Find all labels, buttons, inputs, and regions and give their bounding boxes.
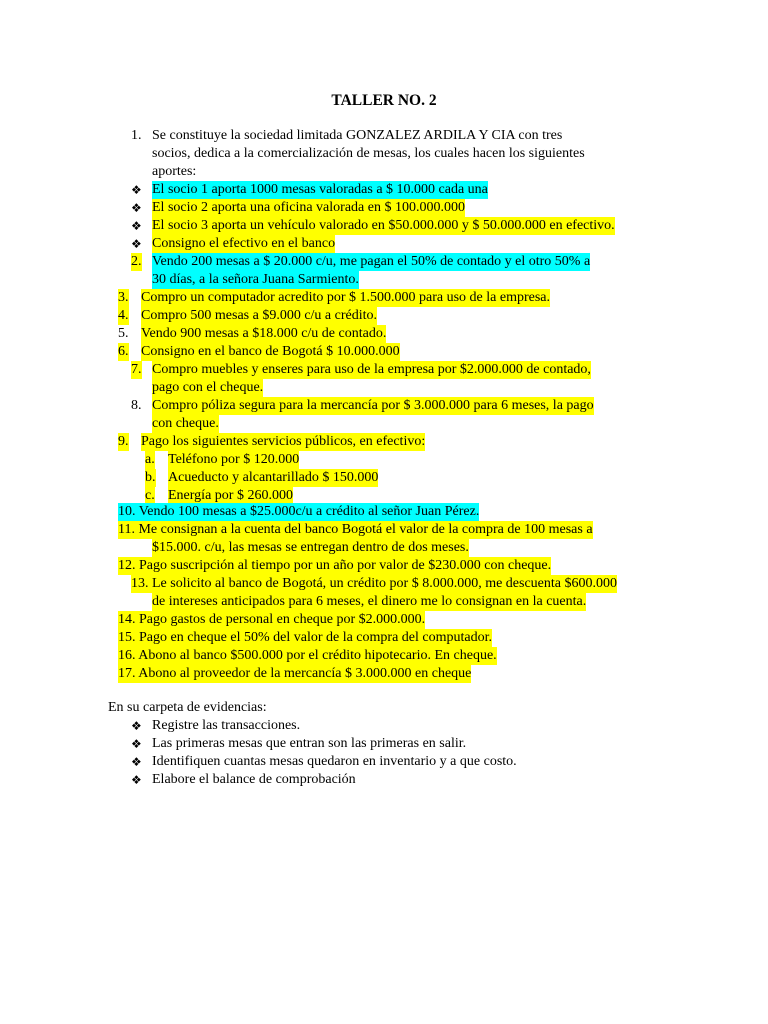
item-8-line-2: con cheque. bbox=[152, 416, 219, 431]
evidencias-intro: En su carpeta de evidencias: bbox=[108, 700, 267, 715]
item-3-text: Compro un computador acredito por $ 1.500.000 para uso de la empresa. bbox=[141, 290, 551, 305]
item-9a-letter: a. bbox=[145, 452, 155, 467]
item-4-number: 4. bbox=[118, 308, 129, 323]
item-13-line-1: 13. Le solicito al banco de Bogotá, un crédito por $ 8.000.000, me descuenta $600.000 bbox=[131, 576, 618, 591]
bullet-consigno: Consigno el efectivo en el banco bbox=[152, 236, 336, 251]
bullet-socio-1: El socio 1 aporta 1000 mesas valoradas a $ 10.000 cada una bbox=[152, 182, 488, 197]
item-9-number: 9. bbox=[118, 434, 129, 449]
item-4-text: Compro 500 mesas a $9.000 c/u a crédito. bbox=[141, 308, 378, 323]
item-7-line-2: pago con el cheque. bbox=[152, 380, 264, 395]
item-7-line-1: Compro muebles y enseres para uso de la empresa por $2.000.000 de contado, bbox=[152, 362, 591, 377]
item-11-line-1: 11. Me consignan a la cuenta del banco Bogotá el valor de la compra de 100 mesas a bbox=[118, 522, 593, 537]
item-8-number: 8. bbox=[131, 398, 142, 413]
item-10-text: 10. Vendo 100 mesas a $25.000c/u a crédito al señor Juan Pérez. bbox=[118, 504, 480, 519]
item-15-text: 15. Pago en cheque el 50% del valor de la compra del computador. bbox=[118, 630, 492, 645]
diamond-bullet-icon: ❖ bbox=[131, 201, 142, 215]
item-2-number: 2. bbox=[131, 254, 142, 269]
item-17-text: 17. Abono al proveedor de la mercancía $ 3.000.000 en cheque bbox=[118, 666, 472, 681]
item-16-text: 16. Abono al banco $500.000 por el crédito hipotecario. En cheque. bbox=[118, 648, 497, 663]
item-9a-text: Teléfono por $ 120.000 bbox=[168, 452, 300, 467]
item-14-text: 14. Pago gastos de personal en cheque por $2.000.000. bbox=[118, 612, 426, 627]
item-6-text: Consigno en el banco de Bogotá $ 10.000.000 bbox=[141, 344, 400, 359]
diamond-bullet-icon: ❖ bbox=[131, 183, 142, 197]
item-1-line-3: aportes: bbox=[152, 164, 197, 179]
diamond-bullet-icon: ❖ bbox=[131, 773, 142, 787]
item-8-line-1: Compro póliza segura para la mercancía por $ 3.000.000 para 6 meses, la pago bbox=[152, 398, 594, 413]
bullet-socio-2: El socio 2 aporta una oficina valorada en $ 100.000.000 bbox=[152, 200, 465, 215]
item-2-line-1: Vendo 200 mesas a $ 20.000 c/u, me pagan el 50% de contado y el otro 50% a bbox=[152, 254, 591, 269]
item-11-line-2: $15.000. c/u, las mesas se entregan dentro de dos meses. bbox=[152, 540, 469, 555]
bullet-socio-3: El socio 3 aporta un vehículo valorado en $50.000.000 y $ 50.000.000 en efectivo. bbox=[152, 218, 615, 233]
item-1-number: 1. bbox=[131, 128, 142, 143]
item-1-line-1: Se constituye la sociedad limitada GONZALEZ ARDILA Y CIA con tres bbox=[152, 128, 563, 143]
diamond-bullet-icon: ❖ bbox=[131, 237, 142, 251]
item-1-line-2: socios, dedica a la comercialización de mesas, los cuales hacen los siguientes bbox=[152, 146, 585, 161]
evidencia-1: Registre las transacciones. bbox=[152, 718, 301, 733]
diamond-bullet-icon: ❖ bbox=[131, 719, 142, 733]
document-title: TALLER NO. 2 bbox=[331, 92, 437, 109]
item-7-number: 7. bbox=[131, 362, 142, 377]
item-9-text: Pago los siguientes servicios públicos, en efectivo: bbox=[141, 434, 426, 449]
item-6-number: 6. bbox=[118, 344, 129, 359]
evidencia-3: Identifiquen cuantas mesas quedaron en inventario y a que costo. bbox=[152, 754, 517, 769]
evidencia-2: Las primeras mesas que entran son las primeras en salir. bbox=[152, 736, 467, 751]
item-5-text: Vendo 900 mesas a $18.000 c/u de contado. bbox=[141, 326, 387, 341]
item-9c-text: Energía por $ 260.000 bbox=[168, 488, 293, 503]
item-12-text: 12. Pago suscripción al tiempo por un año por valor de $230.000 con cheque. bbox=[118, 558, 552, 573]
diamond-bullet-icon: ❖ bbox=[131, 737, 142, 751]
item-13-line-2: de intereses anticipados para 6 meses, el dinero me lo consignan en la cuenta. bbox=[152, 594, 587, 609]
item-5-number: 5. bbox=[118, 326, 129, 341]
evidencia-4: Elabore el balance de comprobación bbox=[152, 772, 356, 787]
item-9b-letter: b. bbox=[145, 470, 156, 485]
item-9c-letter: c. bbox=[145, 488, 155, 503]
item-2-line-2: 30 días, a la señora Juana Sarmiento. bbox=[152, 272, 359, 287]
item-3-number: 3. bbox=[118, 290, 129, 305]
diamond-bullet-icon: ❖ bbox=[131, 219, 142, 233]
item-9b-text: Acueducto y alcantarillado $ 150.000 bbox=[168, 470, 379, 485]
diamond-bullet-icon: ❖ bbox=[131, 755, 142, 769]
